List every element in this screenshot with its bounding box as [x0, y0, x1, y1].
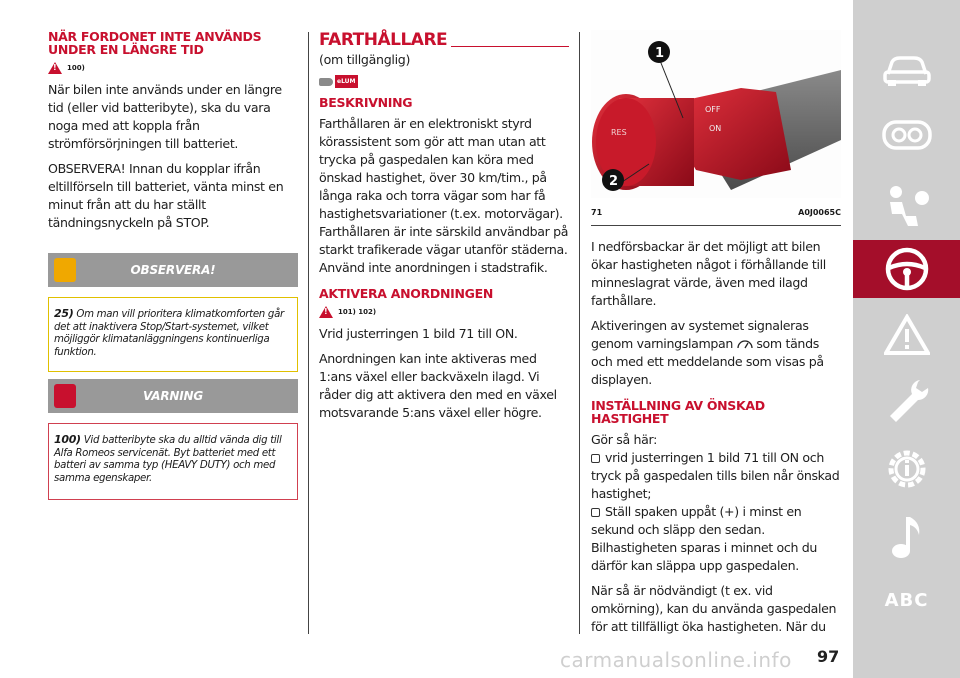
- note-observera: [48, 253, 298, 372]
- activate-step-paragraph: Vrid justerringen 1 bild 71 till ON.: [319, 326, 518, 341]
- storage-paragraph: När bilen inte används under en längre tid (eller vid batteribyte), ska du vara noga med att koppla från strömförsörjningen till batteriet.: [48, 82, 282, 151]
- figure-number: 71: [591, 208, 603, 217]
- warning-triangle-icon: [48, 62, 62, 74]
- caution-icon: [54, 258, 76, 282]
- warning-reference: [48, 62, 298, 74]
- warning-triangle-icon: [884, 314, 930, 356]
- disconnect-paragraph: OBSERVERA! Innan du kopplar ifrån eltillförseln till batteriet, vänta minst en minut från att du har ställt tändningsnyckeln på STOP.: [48, 161, 284, 230]
- title-row: [319, 30, 569, 50]
- sidebar-item-car[interactable]: [853, 40, 960, 100]
- section-heading-storage: NÄR FORDONET INTE ANVÄNDS UNDER EN LÄNGRE TID: [48, 29, 262, 57]
- heading-installning: INSTÄLLNING AV ÖNSKAD HASTIGHET: [591, 398, 765, 426]
- sidebar-item-maintenance[interactable]: [853, 372, 960, 430]
- page-subtitle: (om tillgänglig): [319, 52, 411, 67]
- checkbox-bullet-icon: [591, 508, 600, 517]
- gear-info-icon: [883, 445, 931, 493]
- note-varning-title: VARNING: [142, 389, 203, 403]
- sidebar-item-safety[interactable]: [853, 178, 960, 236]
- note-observera-body: [48, 297, 298, 372]
- activation-signal-paragraph: Aktiveringen av systemet signaleras genom varningslampan som tänds och med ett meddelande som visas på displayen.: [591, 318, 824, 387]
- sidebar-item-warnings[interactable]: [853, 310, 960, 360]
- column-cruise-control: [319, 30, 569, 422]
- danger-icon: [54, 384, 76, 408]
- cruise-control-lever-illustration: [591, 30, 841, 198]
- heading-beskrivning: BESKRIVNING: [319, 95, 413, 110]
- svg-text:2: 2: [609, 174, 619, 189]
- checkbox-bullet-icon: [591, 454, 600, 463]
- elum-indicator: [319, 75, 569, 88]
- reference-number: 100): [67, 64, 85, 72]
- svg-text:1: 1: [655, 46, 665, 61]
- car-icon: [882, 52, 932, 88]
- page-number: 97: [817, 647, 840, 666]
- sidebar-item-index[interactable]: [853, 580, 960, 620]
- note-observera-text: Om man vill prioritera klimatkomforten går det att inaktivera Stop/Start-systemet, vilket möjliggör klimatanläggningens kontinuerliga funktion.: [54, 309, 284, 358]
- column-divider-1: [308, 32, 309, 634]
- figure-71-photo: [591, 30, 841, 198]
- overtaking-paragraph: När så är nödvändigt (t ex. vid omkörning), kan du använda gaspedalen för att tillfälligt öka hastigheten. När du: [591, 583, 837, 634]
- elum-badge: eLUM: [335, 75, 358, 88]
- note-varning-text: Vid batteribyte ska du alltid vända dig till Alfa Romeos servicenät. Byt batteriet med ett batteri av samma typ (HEAVY DUTY) och med samma egenskaper.: [54, 435, 282, 484]
- music-note-icon: [887, 513, 927, 561]
- sidebar-item-dashboard[interactable]: [853, 110, 960, 160]
- res-label: RES: [611, 128, 627, 137]
- note-varning: [48, 379, 298, 500]
- pointing-hand-icon: [319, 78, 333, 86]
- warning-reference-aktivera: [319, 306, 569, 318]
- index-abc-label: ABC: [884, 589, 929, 611]
- reference-numbers: 101) 102): [338, 308, 377, 316]
- chapter-sidebar: [853, 0, 960, 678]
- page-title: FARTHÅLLARE: [319, 30, 448, 50]
- column-divider-2: [579, 32, 580, 634]
- note-varning-number: 100): [54, 433, 81, 446]
- warning-triangle-icon: [319, 306, 333, 318]
- steering-wheel-icon: [884, 246, 930, 292]
- note-varning-body: [48, 423, 298, 500]
- adjustment-ring: [681, 88, 791, 180]
- column-battery: [48, 30, 298, 500]
- airbag-person-icon: [882, 184, 932, 230]
- sidebar-item-driving[interactable]: [853, 240, 960, 298]
- dashboard-icon: [882, 120, 932, 150]
- instruction-step-2: Ställ spaken uppåt (+) i minst en sekund och släpp den sedan.: [591, 504, 802, 537]
- instruction-intro: Gör så här:: [591, 432, 657, 447]
- memory-paragraph: Bilhastigheten sparas i minnet och du därför kan släppa upp gaspedalen.: [591, 540, 818, 573]
- off-label: OFF: [705, 105, 721, 114]
- instruction-step-1: vrid justerringen 1 bild 71 till ON och tryck på gaspedalen tills bilen når önskad hastighet;: [591, 450, 840, 501]
- wrench-icon: [884, 376, 930, 426]
- activate-note-paragraph: Anordningen kan inte aktiveras med 1:ans växel eller backväxeln ilagd. Vi råder dig att aktivera den med en växel motsvarande 5:ans växel eller högre.: [319, 351, 557, 420]
- column-figure: [591, 30, 841, 636]
- speedometer-warning-icon: [737, 338, 753, 349]
- sidebar-item-multimedia[interactable]: [853, 508, 960, 566]
- note-observera-title: OBSERVERA!: [130, 263, 216, 277]
- figure-caption: [591, 208, 841, 226]
- downhill-paragraph: I nedförsbackar är det möjligt att bilen ökar hastigheten något i förhållande till minneslagrat värde, även med ilagd farthållare.: [591, 239, 826, 308]
- description-paragraph: Farthållaren är en elektroniskt styrd körassistent som gör att man utan att trycka på gaspedalen kan köra med önskad hastighet, över 30 km/tim., på långa raka och torra vägar som har få hastighetsvariationer (t.ex. motorvägar). Farthållaren är inte särskild användbar på starkt trafikerade vägar utanför städerna. Använd inte anordningen i stadstrafik.: [319, 116, 569, 275]
- note-observera-header: [48, 253, 298, 287]
- note-observera-number: 25): [54, 307, 74, 320]
- note-varning-header: [48, 379, 298, 413]
- sidebar-item-technical[interactable]: [853, 440, 960, 498]
- on-label: ON: [709, 124, 722, 133]
- figure-code: A0J0065C: [798, 208, 841, 217]
- watermark: carmanualsonline.info: [560, 648, 792, 672]
- heading-aktivera: AKTIVERA ANORDNINGEN: [319, 286, 493, 301]
